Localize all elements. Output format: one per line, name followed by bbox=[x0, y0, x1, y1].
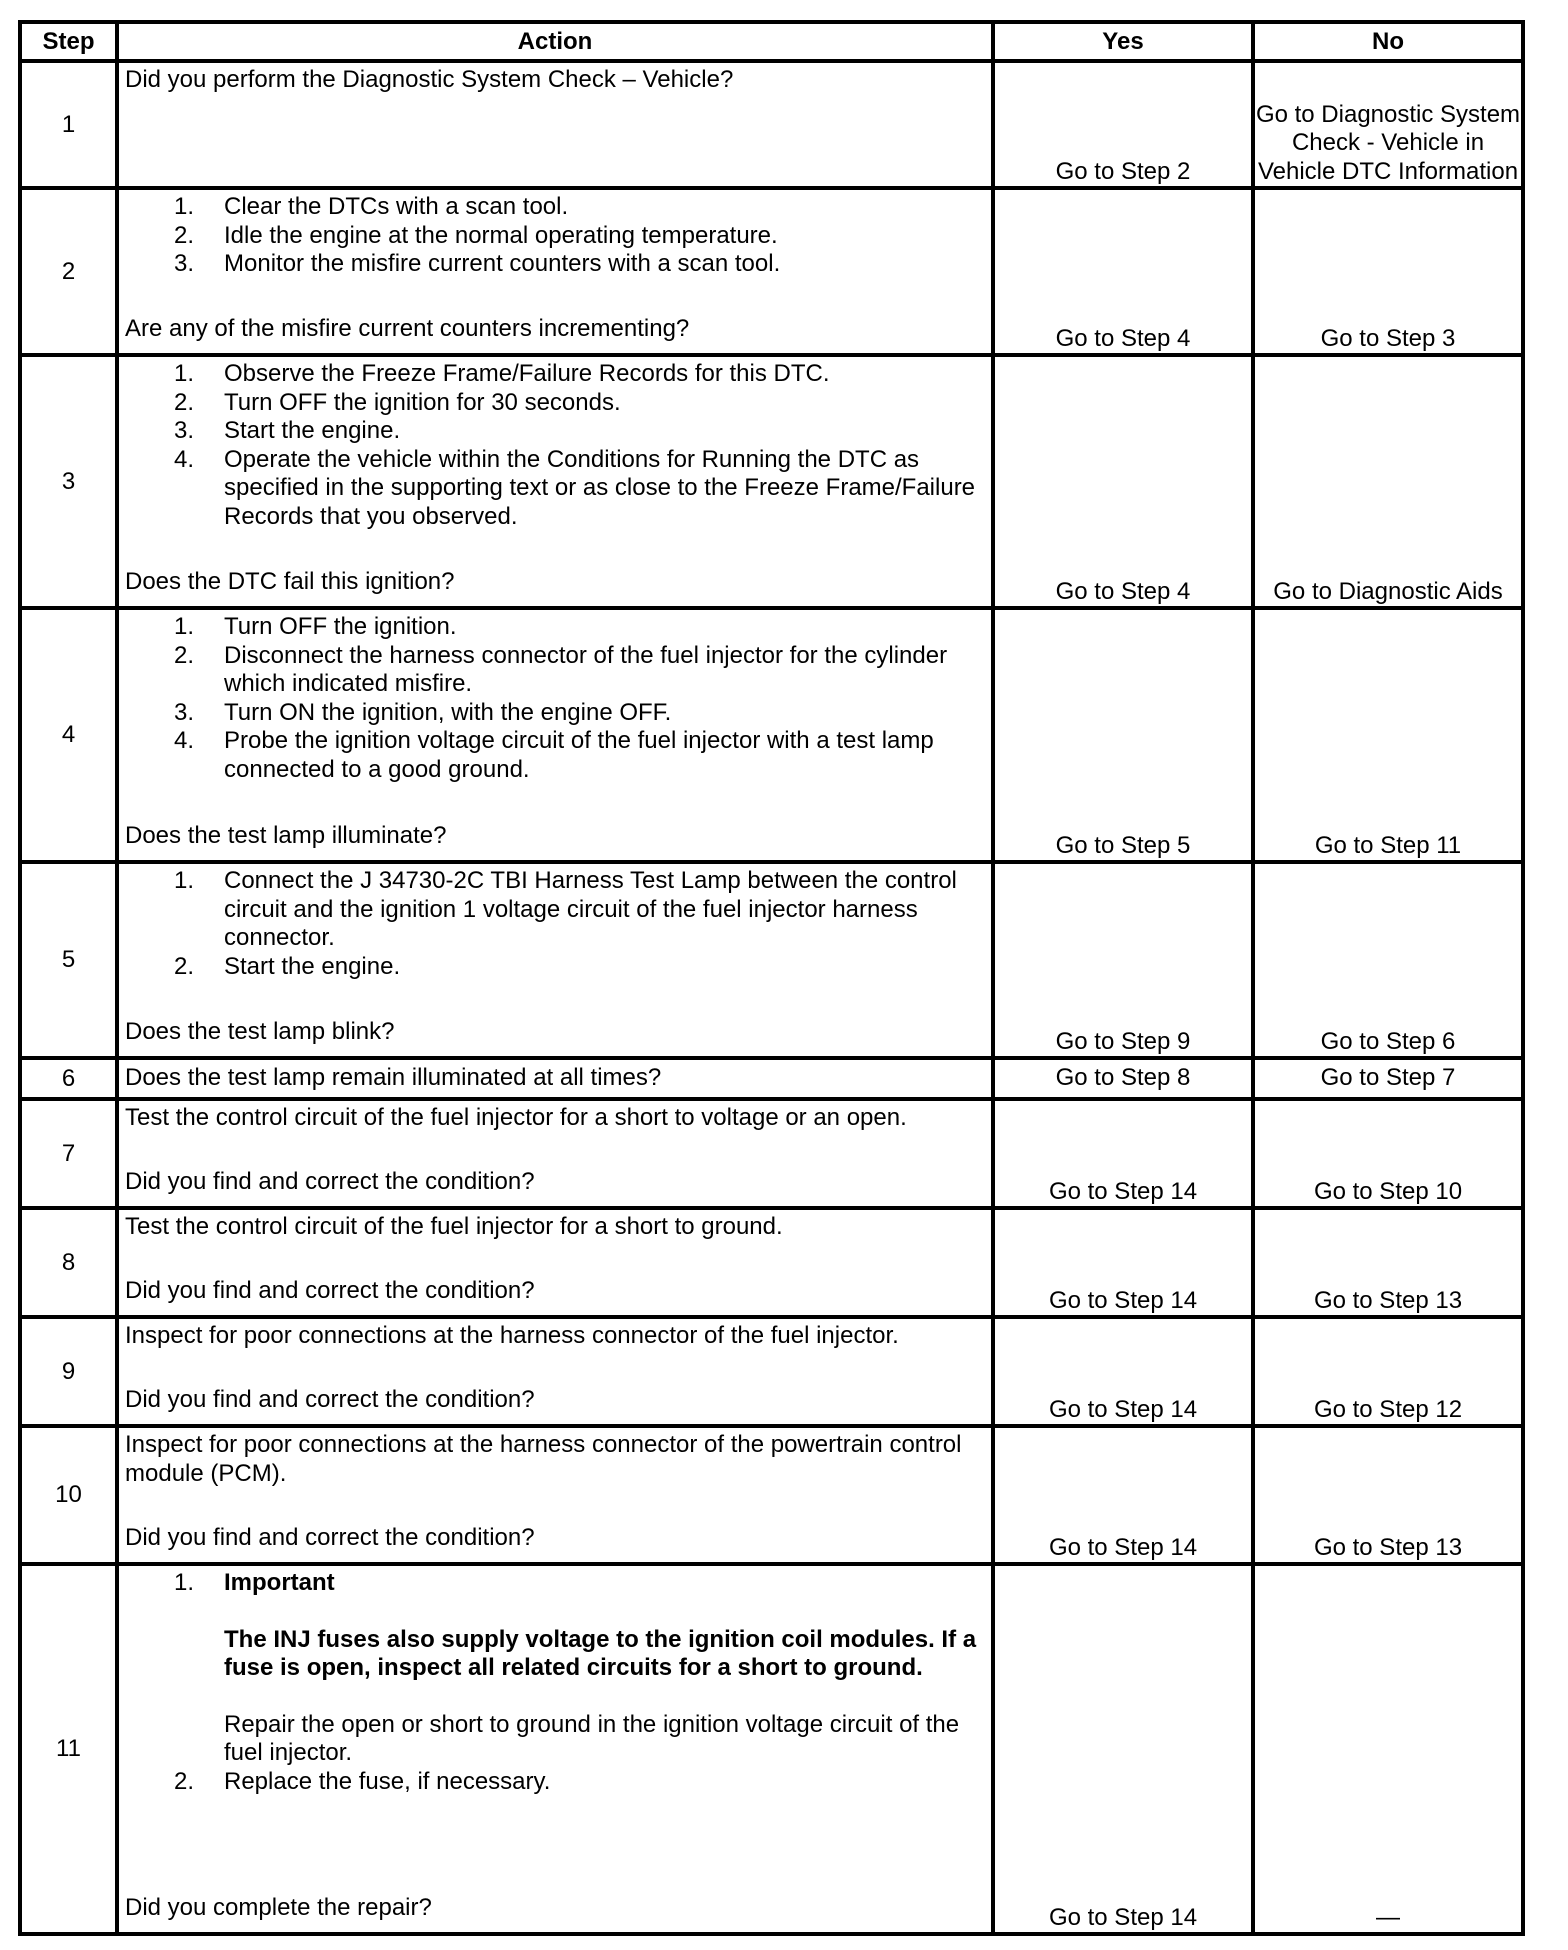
procedure-item: 3. Monitor the misfire current counters with a scan tool. bbox=[174, 250, 781, 277]
procedure-item: 1. Clear the DTCs with a scan tool. bbox=[174, 193, 569, 220]
header-row bbox=[20, 22, 1523, 61]
action-cell bbox=[117, 1099, 993, 1208]
procedure-list bbox=[125, 613, 987, 784]
question-text: Did you find and correct the condition? bbox=[125, 1523, 535, 1551]
action-cell bbox=[117, 188, 993, 355]
procedure-item: 3. Turn ON the ignition, with the engine OFF. bbox=[174, 698, 672, 726]
procedure-list bbox=[125, 1569, 987, 1796]
action-cell bbox=[117, 61, 993, 188]
question-text: Did you complete the repair? bbox=[125, 1893, 432, 1921]
table-row bbox=[20, 188, 1523, 355]
action-cell bbox=[117, 1564, 993, 1934]
question-text: Did you find and correct the condition? bbox=[125, 1167, 535, 1195]
step-number: 8 bbox=[20, 1208, 117, 1317]
table-row bbox=[20, 355, 1523, 608]
procedure-list bbox=[125, 360, 987, 531]
diagnostic-table bbox=[18, 20, 1525, 1936]
no-result: Go to Step 7 bbox=[1253, 1058, 1523, 1099]
header-action: Action bbox=[117, 22, 993, 61]
table-row bbox=[20, 1426, 1523, 1564]
yes-result: Go to Step 2 bbox=[993, 61, 1253, 188]
step-number: 5 bbox=[20, 862, 117, 1058]
action-text: Did you perform the Diagnostic System Check – Vehicle? bbox=[125, 66, 734, 93]
procedure-item: 4. Probe the ignition voltage circuit of the fuel injector with a test lamp connected to a good ground. bbox=[174, 727, 934, 783]
procedure-item: 3. Start the engine. bbox=[174, 417, 401, 444]
procedure-item: 2. Start the engine. bbox=[174, 952, 401, 980]
procedure-item: 1. Turn OFF the ignition. bbox=[174, 613, 457, 640]
header-no: No bbox=[1253, 22, 1523, 61]
procedure-list bbox=[125, 867, 987, 981]
procedure-item: 2. Turn OFF the ignition for 30 seconds. bbox=[174, 388, 621, 416]
yes-result: Go to Step 14 bbox=[993, 1426, 1253, 1564]
step-number: 2 bbox=[20, 188, 117, 355]
no-result: Go to Step 13 bbox=[1253, 1426, 1523, 1564]
table-row bbox=[20, 862, 1523, 1058]
procedure-list bbox=[125, 193, 987, 279]
question-text: Does the DTC fail this ignition? bbox=[125, 567, 455, 595]
important-note: The INJ fuses also supply voltage to the ignition coil modules. If a fuse is open, inspect all related circuits for a short to ground. bbox=[224, 1625, 977, 1681]
action-cell bbox=[117, 355, 993, 608]
no-result: Go to Step 6 bbox=[1253, 862, 1523, 1058]
procedure-item: 2. Disconnect the harness connector of the fuel injector for the cylinder which indicated misfire. bbox=[174, 641, 948, 697]
action-cell bbox=[117, 1317, 993, 1426]
question-text: Did you find and correct the condition? bbox=[125, 1276, 535, 1304]
no-result: — bbox=[1253, 1564, 1523, 1934]
question-text: Does the test lamp remain illuminated at all times? bbox=[125, 1064, 662, 1092]
question-text: Did you find and correct the condition? bbox=[125, 1385, 535, 1413]
yes-result: Go to Step 5 bbox=[993, 608, 1253, 862]
action-text: Test the control circuit of the fuel injector for a short to voltage or an open. bbox=[125, 1104, 907, 1131]
step-number: 4 bbox=[20, 608, 117, 862]
action-cell bbox=[117, 862, 993, 1058]
action-cell bbox=[117, 1426, 993, 1564]
procedure-item: 4. Operate the vehicle within the Conditions for Running the DTC as specified in the supporting text or as close to the Freeze Frame/Failure Records that you observed. bbox=[174, 445, 976, 530]
table-row bbox=[20, 1099, 1523, 1208]
step-number: 10 bbox=[20, 1426, 117, 1564]
step-number: 9 bbox=[20, 1317, 117, 1426]
procedure-item: 1. Connect the J 34730-2C TBI Harness Test Lamp between the control circuit and the ignition 1 voltage circuit of the fuel injector harness connector. bbox=[174, 867, 957, 951]
question-text: Are any of the misfire current counters incrementing? bbox=[125, 314, 690, 342]
procedure-item: 2. Replace the fuse, if necessary. bbox=[174, 1767, 551, 1795]
procedure-item: 1. Important The INJ fuses also supply voltage to the ignition coil modules. If a fuse is open, inspect all related circuits for a short to ground. Repair the open or short to ground in the ignition voltage circuit of the fuel injector. bbox=[125, 1569, 987, 1768]
yes-result: Go to Step 14 bbox=[993, 1208, 1253, 1317]
step-number: 3 bbox=[20, 355, 117, 608]
header-yes: Yes bbox=[993, 22, 1253, 61]
step-number: 11 bbox=[20, 1564, 117, 1934]
no-result: Go to Step 11 bbox=[1253, 608, 1523, 862]
action-text: Inspect for poor connections at the harness connector of the fuel injector. bbox=[125, 1322, 899, 1349]
table-row bbox=[20, 608, 1523, 862]
yes-result: Go to Step 8 bbox=[993, 1058, 1253, 1099]
table-row bbox=[20, 1317, 1523, 1426]
action-text: Inspect for poor connections at the harness connector of the powertrain control module (PCM). bbox=[125, 1431, 962, 1487]
step-number: 6 bbox=[20, 1058, 117, 1099]
table-row bbox=[20, 1208, 1523, 1317]
table-row bbox=[20, 1564, 1523, 1934]
table-row bbox=[20, 61, 1523, 188]
no-result: Go to Diagnostic Aids bbox=[1253, 355, 1523, 608]
yes-result: Go to Step 14 bbox=[993, 1564, 1253, 1934]
procedure-item: 2. Idle the engine at the normal operating temperature. bbox=[174, 221, 778, 249]
no-result: Go to Step 13 bbox=[1253, 1208, 1523, 1317]
yes-result: Go to Step 14 bbox=[993, 1099, 1253, 1208]
no-result: Go to Diagnostic System Check - Vehicle in Vehicle DTC Information bbox=[1253, 61, 1523, 188]
header-step: Step bbox=[20, 22, 117, 61]
yes-result: Go to Step 14 bbox=[993, 1317, 1253, 1426]
action-cell bbox=[117, 1058, 993, 1099]
question-text: Does the test lamp illuminate? bbox=[125, 821, 447, 849]
action-cell bbox=[117, 608, 993, 862]
no-result: Go to Step 12 bbox=[1253, 1317, 1523, 1426]
no-result: Go to Step 3 bbox=[1253, 188, 1523, 355]
action-text: Test the control circuit of the fuel injector for a short to ground. bbox=[125, 1213, 783, 1240]
repair-instruction: Repair the open or short to ground in the ignition voltage circuit of the fuel injector. bbox=[224, 1710, 960, 1766]
step-number: 1 bbox=[20, 61, 117, 188]
important-label: Important bbox=[224, 1569, 335, 1596]
yes-result: Go to Step 4 bbox=[993, 355, 1253, 608]
procedure-item: 1. Observe the Freeze Frame/Failure Records for this DTC. bbox=[174, 360, 830, 387]
yes-result: Go to Step 4 bbox=[993, 188, 1253, 355]
table-row bbox=[20, 1058, 1523, 1099]
question-text: Does the test lamp blink? bbox=[125, 1017, 395, 1045]
action-cell bbox=[117, 1208, 993, 1317]
yes-result: Go to Step 9 bbox=[993, 862, 1253, 1058]
step-number: 7 bbox=[20, 1099, 117, 1208]
no-result: Go to Step 10 bbox=[1253, 1099, 1523, 1208]
